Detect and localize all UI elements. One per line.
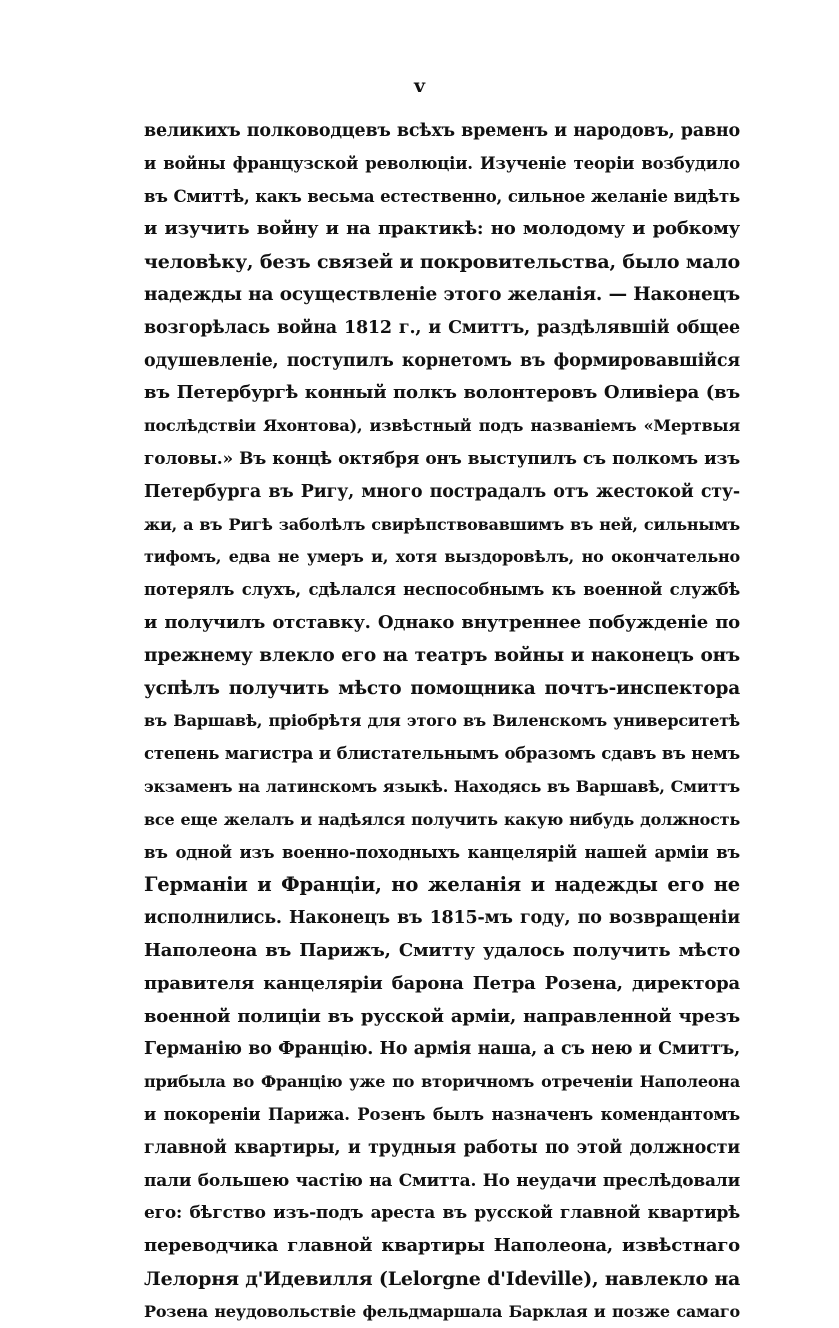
text-line: Лелорня д'Идевилля (Lelorgne d'Ideville), навлекло на [144, 1267, 741, 1290]
text-line: и изучить войну и на практикѣ: но молодому и робкому [144, 218, 740, 240]
text-line: въ одной изъ военно-походныхъ канцелярій нашей арміи въ [144, 842, 740, 862]
text-line: въ Смиттѣ, какъ весьма естественно, сильное желаніе видѣть [144, 186, 740, 206]
text-line: экзаменъ на латинскомъ языкѣ. Находясь въ Варшавѣ, Смиттъ [144, 776, 740, 796]
text-line: и войны французской революціи. Изученіе теоріи возбудило [144, 153, 740, 173]
text-line: все еще желалъ и надѣялся получить какую нибудь должность [144, 809, 740, 829]
text-line: прежнему влекло его на театръ войны и наконецъ онъ [144, 644, 740, 666]
text-line: надежды на осуществленіе этого желанія. — Наконецъ [144, 283, 740, 305]
text-line: пали большею частію на Смитта. Но неудачи преслѣдовали [144, 1170, 740, 1191]
text-line: потерялъ слухъ, сдѣлался неспособнымъ къ военной службѣ [144, 580, 740, 600]
text-line: возгорѣлась война 1812 г., и Смиттъ, раздѣлявшій общее [144, 317, 740, 338]
text-line: Германію во Францію. Но армія наша, а съ нею и Смиттъ, [144, 1039, 740, 1060]
text-line: исполнились. Наконецъ въ 1815-мъ году, по возвращеніи [144, 908, 740, 929]
text-line: степень магистра и блистательнымъ образомъ сдавъ въ немъ [144, 744, 740, 764]
text-line: правителя канцеляріи барона Петра Розена, директора [144, 972, 740, 994]
text-line: головы.» Въ концѣ октября онъ выступилъ съ полкомъ изъ [144, 448, 740, 469]
text-line: Наполеона въ Парижъ, Смитту удалось получить мѣсто [144, 939, 740, 961]
text-line: прибыла во Францію уже по вторичномъ отреченіи Наполеона [144, 1072, 740, 1092]
text-line: успѣлъ получить мѣсто помощника почтъ-инспектора [144, 677, 740, 699]
text-line: и покореніи Парижа. Розенъ былъ назначенъ комендантомъ [144, 1104, 740, 1124]
text-line: главной квартиры, и трудныя работы по этой должности [144, 1137, 740, 1158]
text-line: въ Петербургѣ конный полкъ волонтеровъ Оливіера (въ [144, 382, 740, 404]
text-line: одушевленіе, поступилъ корнетомъ въ формировавшійся [144, 350, 740, 371]
text-line: и получилъ отставку. Однако внутреннее побужденіе по [144, 611, 740, 633]
text-line: въ Варшавѣ, пріобрѣтя для этого въ Виленскомъ университетѣ [144, 711, 740, 731]
text-line: жи, а въ Ригѣ заболѣлъ свирѣпствовавшимъ въ ней, сильнымъ [144, 514, 740, 534]
text-line: Розена неудовольствіе фельдмаршала Барклая и позже самаго [144, 1301, 740, 1321]
text-line: переводчика главной квартиры Наполеона, извѣстнаго [144, 1235, 740, 1257]
text-line: человѣку, безъ связей и покровительства, было мало [144, 251, 740, 274]
text-line: военной полиціи въ русской арміи, направленной чрезъ [144, 1005, 740, 1027]
text-line: его: бѣгство изъ-подъ ареста въ русской главной квартирѣ [144, 1203, 740, 1224]
text-line: Германіи и Франціи, но желанія и надежды его не [144, 873, 740, 897]
text-line: послѣдствіи Яхонтова), извѣстный подъ названіемъ «Мертвыя [144, 416, 740, 436]
page-number: v [413, 75, 426, 97]
text-line: Петербурга въ Ригу, много пострадалъ отъ жестокой сту- [144, 481, 740, 502]
text-line: великихъ полководцевъ всѣхъ временъ и народовъ, равно [144, 121, 740, 141]
body-text [144, 115, 740, 1328]
text-line: тифомъ, едва не умеръ и, хотя выздоровѣлъ, но окончательно [144, 547, 740, 567]
